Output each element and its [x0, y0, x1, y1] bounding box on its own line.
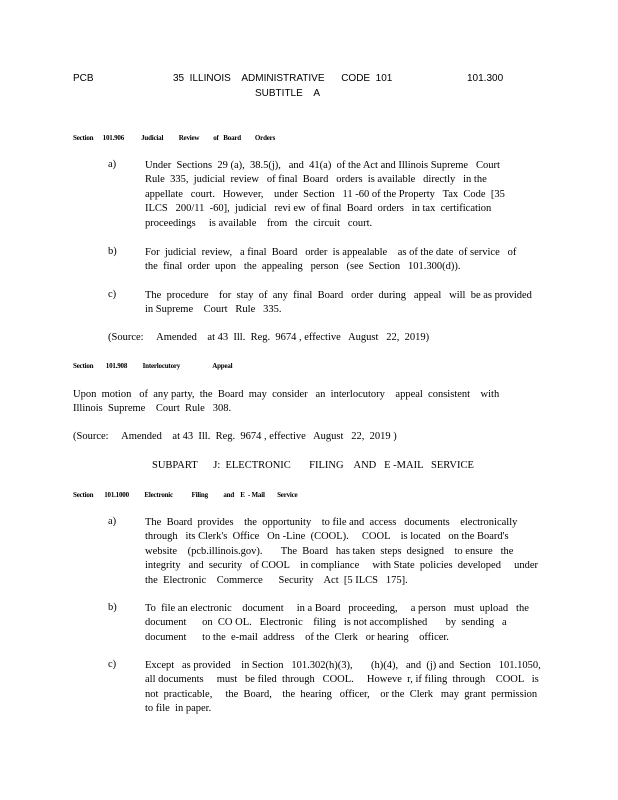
- item-label: c): [108, 289, 117, 300]
- item-text: Under Sections 29 (a), 38.5(j), and 41(a) of the Act and Illinois Supreme Court Rule 335, judicial review of final Board orders is available directly in the appellate court. However, under Section 11 -60 of the Property Tax Code [35 ILCS 200/11 -60], judicial revi ew of final Board orders in tax certification proceedings is available from the circuit court.: [145, 160, 505, 229]
- item-text: The procedure for stay of any final Board order during appeal will be as provided in Supreme Court Rule 335.: [145, 290, 532, 316]
- item-text: Except as provided in Section 101.302(h)(3), (h)(4), and (j) and Section 101.1050, all documents must be filed through COOL. Howeve r, if filing through COOL is not practicable, the Board, the hearing officer, or the Clerk may grant permission to file in paper.: [145, 660, 541, 715]
- subpart-heading: SUBPART J: ELECTRONIC FILING AND E -MAIL SERVICE: [152, 460, 474, 471]
- item-label: a): [108, 159, 117, 170]
- paragraph: Upon motion of any party, the Board may consider an interlocutory appeal consistent with Illinois Supreme Court Rule 308.: [73, 389, 500, 415]
- header-title: 35 ILLINOIS ADMINISTRATIVE CODE 101: [173, 73, 393, 84]
- item-label: b): [108, 602, 117, 613]
- header-left: PCB: [73, 73, 94, 84]
- header-right: 101.300: [467, 73, 504, 84]
- source-note: (Source: Amended at 43 Ill. Reg. 9674 , effective August 22, 2019): [108, 332, 430, 343]
- item-text: The Board provides the opportunity to file and access documents electronically through its Clerk's Office On -Line (COOL). COOL is located on the Board's website (pcb.illinois.gov). The Board has taken steps designed to ensure the integrity and security of COOL in compliance with State policies developed under the Electronic Commerce Security Act [5 ILCS 175].: [145, 517, 538, 586]
- source-note: (Source: Amended at 43 Ill. Reg. 9674 , effective August 22, 2019 ): [73, 431, 397, 442]
- section-heading-101-1000: Section 101.1000 Electronic Filing and E - Mail Service: [73, 491, 298, 499]
- item-label: c): [108, 659, 117, 670]
- item-label: b): [108, 246, 117, 257]
- section-heading-101-906: Section 101.906 Judicial Review of Board Orders: [73, 134, 276, 142]
- item-text: To file an electronic document in a Board proceeding, a person must upload the document on CO OL. Electronic filing is not accomplished by sending a document to the e-mail address of the Clerk or hearing officer.: [145, 603, 529, 643]
- item-label: a): [108, 516, 117, 527]
- item-text: For judicial review, a final Board order is appealable as of the date of service of the final order upon the appealing person (see Section 101.300(d)).: [145, 247, 517, 273]
- header-subtitle: SUBTITLE A: [255, 88, 321, 99]
- section-heading-101-908: Section 101.908 Interlocutory Appeal: [73, 362, 233, 370]
